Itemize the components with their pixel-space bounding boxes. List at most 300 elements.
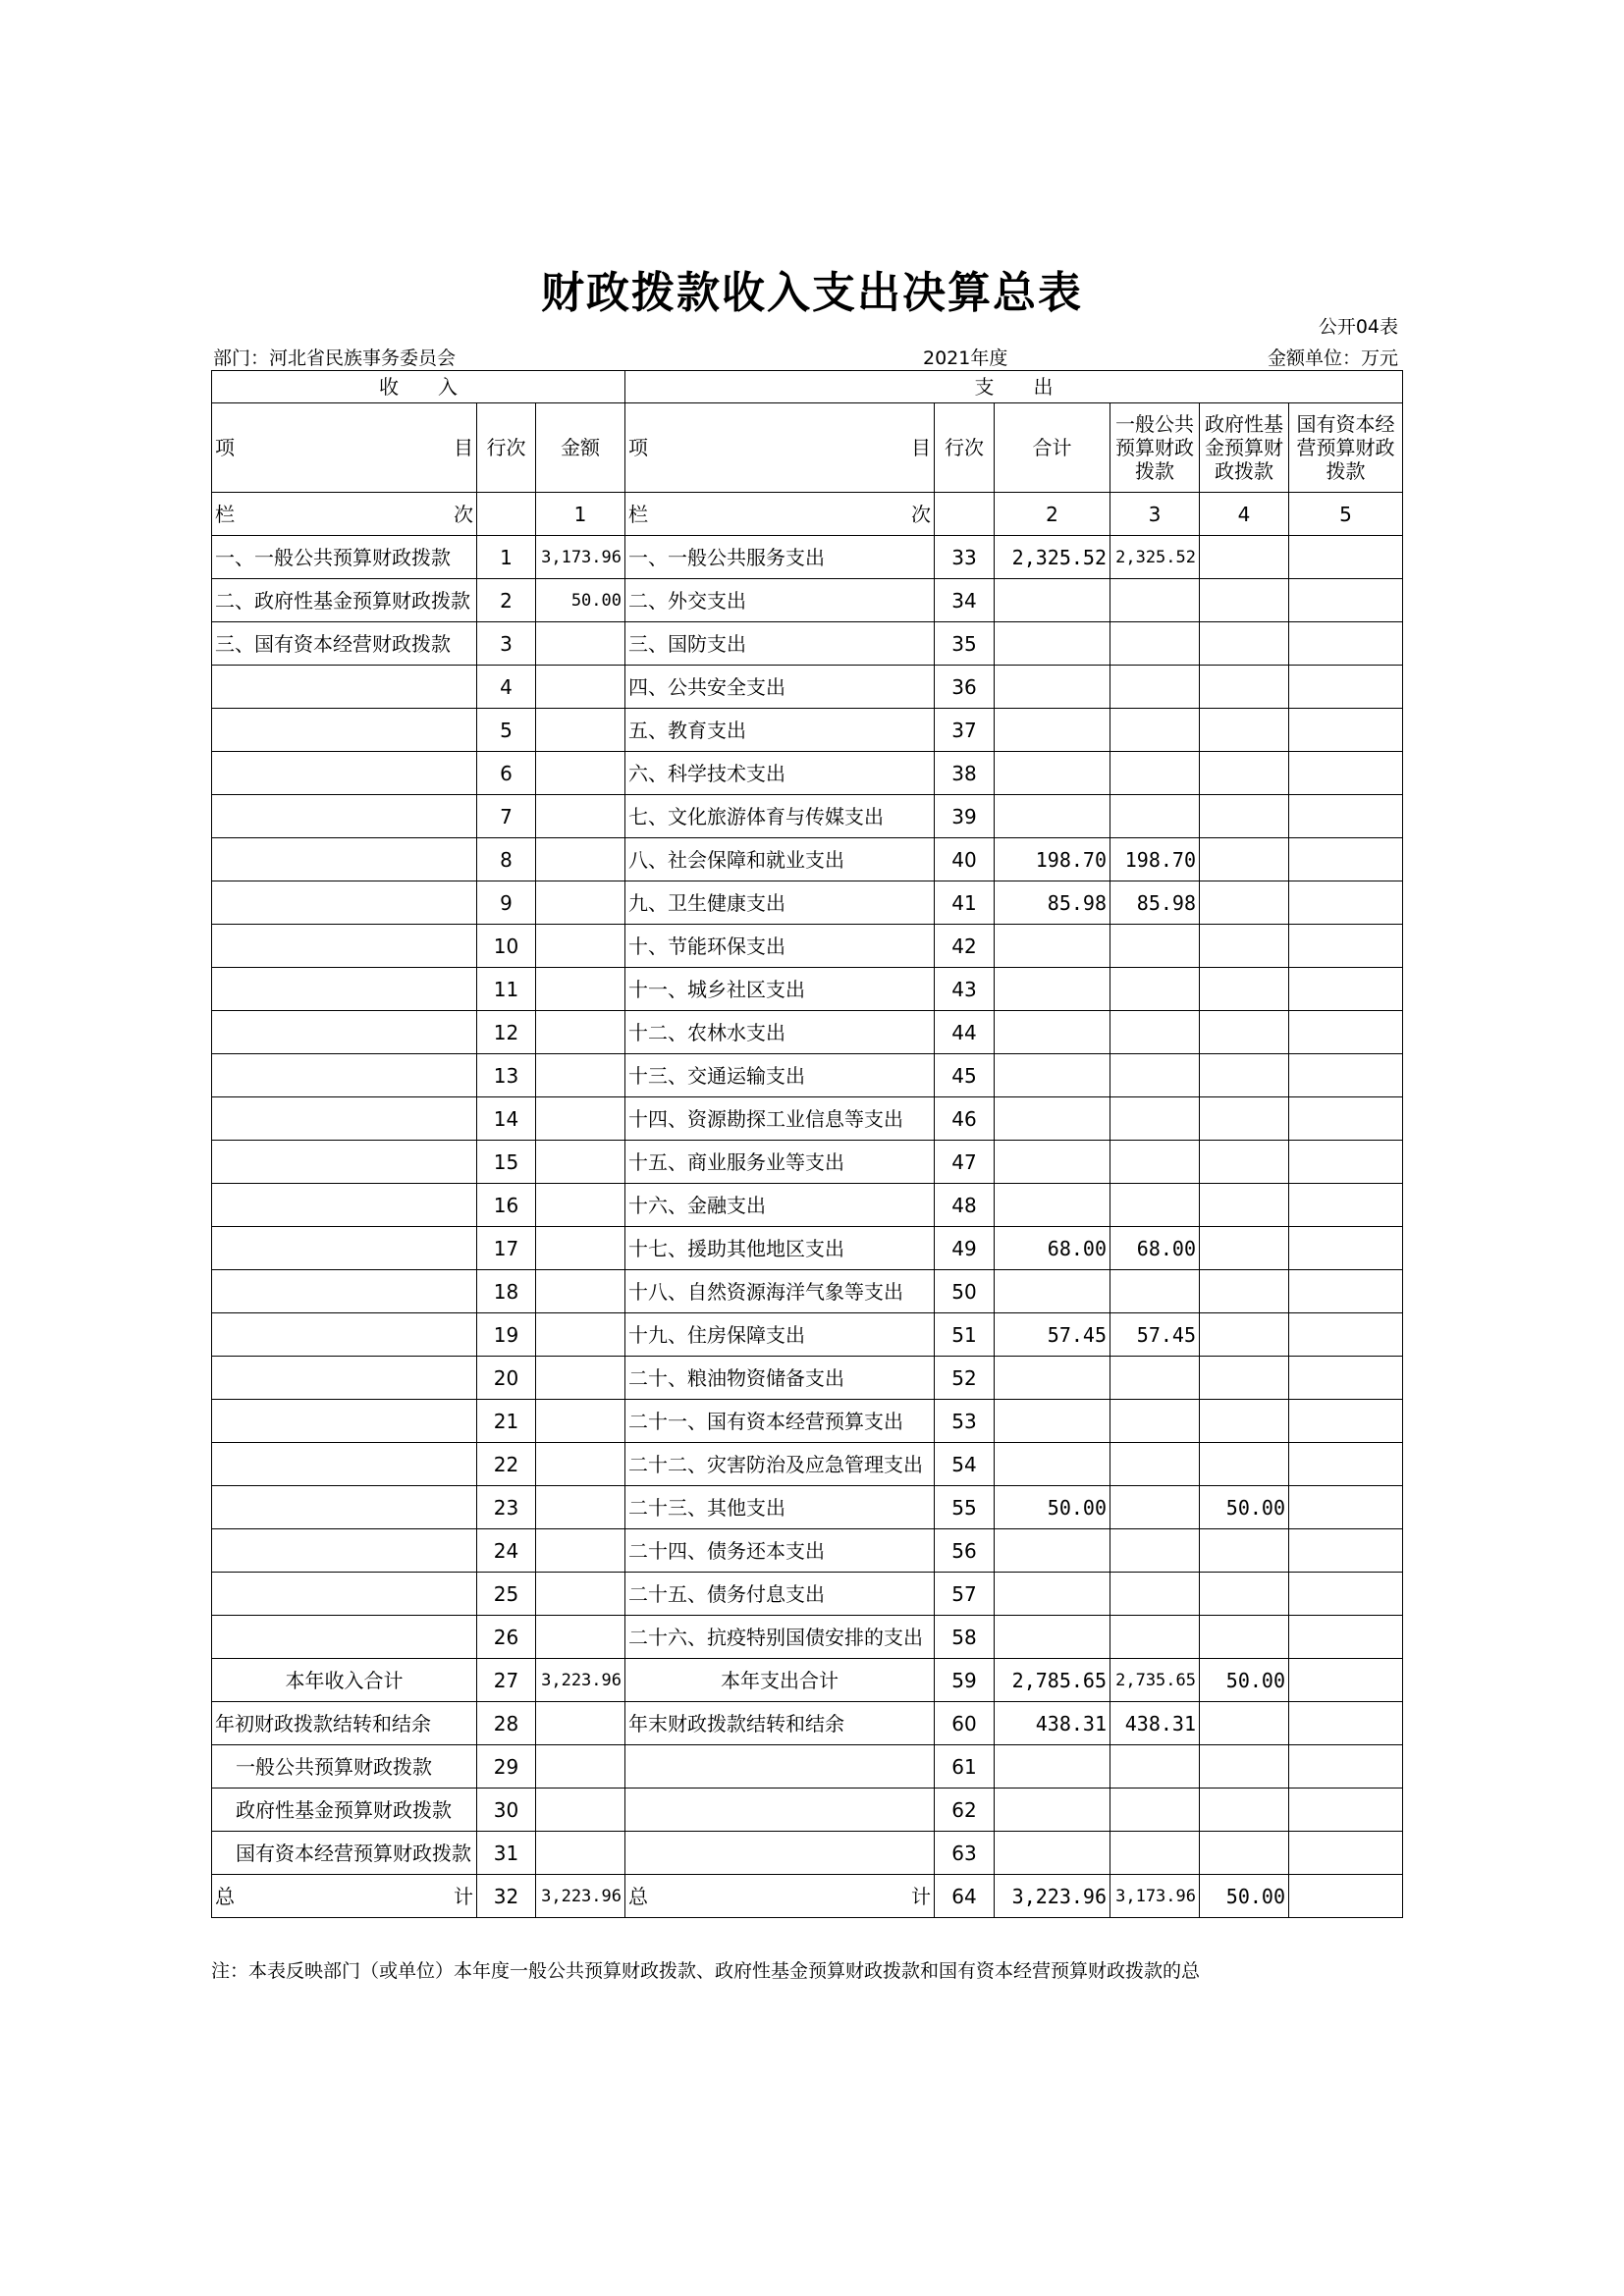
table-row: [212, 795, 1403, 838]
line-number: 55: [935, 1486, 995, 1529]
table-row: [212, 1141, 1403, 1184]
general-budget-amount: [1110, 1573, 1200, 1616]
grand-total-label: 总 计: [212, 1875, 477, 1918]
general-budget-amount: 57.45: [1110, 1313, 1200, 1357]
table-row: [212, 881, 1403, 925]
expense-total: [995, 795, 1110, 838]
line-number: 53: [935, 1400, 995, 1443]
state-capital-amount: [1289, 622, 1403, 666]
expense-total: 85.98: [995, 881, 1110, 925]
income-item: [212, 925, 477, 968]
expense-total: [995, 1270, 1110, 1313]
state-capital-amount: [1289, 1702, 1403, 1745]
table-row: [212, 666, 1403, 709]
line-number: 18: [477, 1270, 536, 1313]
expense-item: 十、节能环保支出: [625, 925, 935, 968]
income-item: [212, 1313, 477, 1357]
gov-fund-amount: [1200, 1529, 1289, 1573]
income-line-header: 行次: [477, 403, 536, 493]
line-number: 21: [477, 1400, 536, 1443]
table-row: [212, 1227, 1403, 1270]
expense-total: [995, 1616, 1110, 1659]
general-budget-amount: [1110, 622, 1200, 666]
line-number: 61: [935, 1745, 995, 1789]
expense-total: [995, 1011, 1110, 1054]
gov-fund-amount: [1200, 795, 1289, 838]
line-number: 39: [935, 795, 995, 838]
income-amount: [536, 1616, 625, 1659]
state-capital-amount: [1289, 968, 1403, 1011]
state-capital-amount: [1289, 1270, 1403, 1313]
line-number: 43: [935, 968, 995, 1011]
gov-fund-amount: [1200, 1011, 1289, 1054]
general-budget-amount: 85.98: [1110, 881, 1200, 925]
line-number: 44: [935, 1011, 995, 1054]
state-capital-amount: [1289, 1141, 1403, 1184]
general-budget-amount: [1110, 1054, 1200, 1097]
gov-fund-amount: [1200, 968, 1289, 1011]
expense-total: [995, 622, 1110, 666]
line-number: 58: [935, 1616, 995, 1659]
gov-fund-amount: [1200, 579, 1289, 622]
income-item: [212, 1529, 477, 1573]
line-number: 15: [477, 1141, 536, 1184]
general-budget-amount: 438.31: [1110, 1702, 1200, 1745]
income-amount: [536, 1313, 625, 1357]
line-number: 54: [935, 1443, 995, 1486]
line-number: 6: [477, 752, 536, 795]
general-budget-amount: [1110, 1357, 1200, 1400]
state-capital-header: 国有资本经营预算财政拨款: [1289, 403, 1403, 493]
table-row: [212, 1443, 1403, 1486]
income-item: [212, 1141, 477, 1184]
expense-total: 2,785.65: [995, 1659, 1110, 1702]
line-number: 47: [935, 1141, 995, 1184]
column-index-label: 栏 次: [625, 493, 935, 536]
expense-item: 三、国防支出: [625, 622, 935, 666]
line-number: 60: [935, 1702, 995, 1745]
state-capital-amount: [1289, 1011, 1403, 1054]
expense-item: 二、外交支出: [625, 579, 935, 622]
general-budget-amount: [1110, 1270, 1200, 1313]
expense-item: 七、文化旅游体育与传媒支出: [625, 795, 935, 838]
table-row: [212, 1054, 1403, 1097]
footnote: 注：本表反映部门（或单位）本年度一般公共预算财政拨款、政府性基金预算财政拨款和国有资本经营预算财政拨款的总: [211, 1960, 1201, 1982]
budget-summary-table: [211, 370, 1403, 1918]
income-amount: [536, 1054, 625, 1097]
column-index-label: 栏 次: [212, 493, 477, 536]
line-number: 50: [935, 1270, 995, 1313]
line-number: 23: [477, 1486, 536, 1529]
expense-total: [995, 1357, 1110, 1400]
expense-item: 二十五、债务付息支出: [625, 1573, 935, 1616]
line-number: 32: [477, 1875, 536, 1918]
expense-total-header: 合计: [995, 403, 1110, 493]
income-item: [212, 1486, 477, 1529]
expense-total: [995, 1054, 1110, 1097]
table-row: [212, 1313, 1403, 1357]
state-capital-amount: [1289, 1486, 1403, 1529]
gov-fund-amount: [1200, 1097, 1289, 1141]
income-amount: [536, 1227, 625, 1270]
income-header: 收 入: [212, 371, 625, 403]
state-capital-amount: [1289, 1443, 1403, 1486]
line-number: 63: [935, 1832, 995, 1875]
table-row: [212, 1270, 1403, 1313]
line-number: 2: [477, 579, 536, 622]
expense-total: [995, 1443, 1110, 1486]
income-item: 三、国有资本经营财政拨款: [212, 622, 477, 666]
state-capital-amount: [1289, 1227, 1403, 1270]
line-number: 7: [477, 795, 536, 838]
state-capital-amount: [1289, 1184, 1403, 1227]
expense-total: [995, 1184, 1110, 1227]
table-row: [212, 1184, 1403, 1227]
expense-item: 二十四、债务还本支出: [625, 1529, 935, 1573]
income-amount: [536, 1573, 625, 1616]
income-amount: [536, 1702, 625, 1745]
expense-item: 二十、粮油物资储备支出: [625, 1357, 935, 1400]
gov-fund-amount: 50.00: [1200, 1875, 1289, 1918]
income-amount: [536, 968, 625, 1011]
line-number: 36: [935, 666, 995, 709]
expense-item: 一、一般公共服务支出: [625, 536, 935, 579]
line-number: 25: [477, 1573, 536, 1616]
line-number: 28: [477, 1702, 536, 1745]
state-capital-amount: [1289, 1313, 1403, 1357]
expense-item: 十五、商业服务业等支出: [625, 1141, 935, 1184]
income-item-header: 项 目: [212, 403, 477, 493]
expense-total: 438.31: [995, 1702, 1110, 1745]
expense-header: 支 出: [625, 371, 1403, 403]
general-budget-amount: 198.70: [1110, 838, 1200, 881]
income-amount: [536, 1789, 625, 1832]
income-item: [212, 1270, 477, 1313]
general-budget-amount: [1110, 579, 1200, 622]
income-amount: [536, 838, 625, 881]
general-budget-amount: [1110, 925, 1200, 968]
table-row: [212, 752, 1403, 795]
expense-item: 五、教育支出: [625, 709, 935, 752]
income-item: [212, 1227, 477, 1270]
expense-item-header: 项 目: [625, 403, 935, 493]
income-item: 二、政府性基金预算财政拨款: [212, 579, 477, 622]
table-row: [212, 1357, 1403, 1400]
expense-item: 九、卫生健康支出: [625, 881, 935, 925]
expense-item: 十九、住房保障支出: [625, 1313, 935, 1357]
page-title: 财政拨款收入支出决算总表: [541, 268, 1083, 318]
sub-state-capital-label: 国有资本经营预算财政拨款: [212, 1832, 477, 1875]
gov-fund-amount: [1200, 1573, 1289, 1616]
column-index: 3: [1110, 493, 1200, 536]
line-number: 11: [477, 968, 536, 1011]
state-capital-amount: [1289, 838, 1403, 881]
income-item: [212, 795, 477, 838]
income-amount: 3,173.96: [536, 536, 625, 579]
department-label: 部门：河北省民族事务委员会: [213, 347, 457, 369]
income-item: [212, 1184, 477, 1227]
table-row: [212, 709, 1403, 752]
expense-total: [995, 1529, 1110, 1573]
sub-general-budget-label: 一般公共预算财政拨款: [212, 1745, 477, 1789]
expense-item: 二十三、其他支出: [625, 1486, 935, 1529]
expense-total: [995, 925, 1110, 968]
line-number: 20: [477, 1357, 536, 1400]
line-number: 48: [935, 1184, 995, 1227]
income-amount: [536, 1011, 625, 1054]
income-amount: [536, 1443, 625, 1486]
table-row: [212, 1097, 1403, 1141]
income-amount: 3,223.96: [536, 1659, 625, 1702]
general-budget-amount: [1110, 1011, 1200, 1054]
income-amount: 50.00: [536, 579, 625, 622]
expense-item: 十八、自然资源海洋气象等支出: [625, 1270, 935, 1313]
gov-fund-amount: [1200, 622, 1289, 666]
line-number: 9: [477, 881, 536, 925]
expense-total: 3,223.96: [995, 1875, 1110, 1918]
line-number: 8: [477, 838, 536, 881]
expense-total: 2,325.52: [995, 536, 1110, 579]
table-row: [212, 622, 1403, 666]
table-row: [212, 925, 1403, 968]
line-number: 52: [935, 1357, 995, 1400]
line-number: 37: [935, 709, 995, 752]
gov-fund-amount: [1200, 1443, 1289, 1486]
expense-total: [995, 752, 1110, 795]
general-budget-amount: [1110, 795, 1200, 838]
line-number: 4: [477, 666, 536, 709]
expense-item: 二十六、抗疫特别国债安排的支出: [625, 1616, 935, 1659]
gov-fund-amount: 50.00: [1200, 1659, 1289, 1702]
expense-item: 十一、城乡社区支出: [625, 968, 935, 1011]
income-item: [212, 666, 477, 709]
income-amount: [536, 925, 625, 968]
line-number: 3: [477, 622, 536, 666]
gov-fund-header: 政府性基金预算财政拨款: [1200, 403, 1289, 493]
general-budget-amount: 2,325.52: [1110, 536, 1200, 579]
general-budget-amount: 2,735.65: [1110, 1659, 1200, 1702]
expense-total: [995, 1097, 1110, 1141]
expense-total: 198.70: [995, 838, 1110, 881]
gov-fund-amount: [1200, 1400, 1289, 1443]
expense-item: 二十二、灾害防治及应急管理支出: [625, 1443, 935, 1486]
gov-fund-amount: 50.00: [1200, 1486, 1289, 1529]
grand-total-label: 总 计: [625, 1875, 935, 1918]
column-index: 4: [1200, 493, 1289, 536]
income-amount: [536, 795, 625, 838]
general-budget-amount: [1110, 709, 1200, 752]
general-budget-header: 一般公共预算财政拨款: [1110, 403, 1200, 493]
line-number: 34: [935, 579, 995, 622]
income-amount: [536, 1529, 625, 1573]
state-capital-amount: [1289, 1529, 1403, 1573]
state-capital-amount: [1289, 709, 1403, 752]
table-row: [212, 1400, 1403, 1443]
income-item: [212, 1097, 477, 1141]
general-budget-amount: 68.00: [1110, 1227, 1200, 1270]
state-capital-amount: [1289, 1875, 1403, 1918]
income-amount: [536, 1486, 625, 1529]
line-number: 64: [935, 1875, 995, 1918]
line-number: 62: [935, 1789, 995, 1832]
income-amount: [536, 1357, 625, 1400]
state-capital-amount: [1289, 1573, 1403, 1616]
table-row: [212, 1616, 1403, 1659]
line-number: 16: [477, 1184, 536, 1227]
income-amount: [536, 1400, 625, 1443]
income-amount: [536, 666, 625, 709]
gov-fund-amount: [1200, 1227, 1289, 1270]
income-amount: [536, 622, 625, 666]
gov-fund-amount: [1200, 1184, 1289, 1227]
expense-total: [995, 579, 1110, 622]
line-number: 10: [477, 925, 536, 968]
general-budget-amount: [1110, 1529, 1200, 1573]
general-budget-amount: [1110, 1486, 1200, 1529]
gov-fund-amount: [1200, 925, 1289, 968]
line-number: 56: [935, 1529, 995, 1573]
line-number: 38: [935, 752, 995, 795]
expense-total: [995, 1400, 1110, 1443]
line-number: 24: [477, 1529, 536, 1573]
gov-fund-amount: [1200, 666, 1289, 709]
general-budget-amount: [1110, 1400, 1200, 1443]
gov-fund-amount: [1200, 1616, 1289, 1659]
gov-fund-amount: [1200, 1054, 1289, 1097]
line-number: 59: [935, 1659, 995, 1702]
income-amount: [536, 1184, 625, 1227]
line-number: 30: [477, 1789, 536, 1832]
income-item: 一、一般公共预算财政拨款: [212, 536, 477, 579]
line-number: 35: [935, 622, 995, 666]
expense-item: 二十一、国有资本经营预算支出: [625, 1400, 935, 1443]
state-capital-amount: [1289, 925, 1403, 968]
expense-item: 六、科学技术支出: [625, 752, 935, 795]
state-capital-amount: [1289, 752, 1403, 795]
state-capital-amount: [1289, 881, 1403, 925]
state-capital-amount: [1289, 1054, 1403, 1097]
income-amount: [536, 1097, 625, 1141]
income-amount: [536, 1745, 625, 1789]
expense-total: [995, 1573, 1110, 1616]
line-number: 5: [477, 709, 536, 752]
state-capital-amount: [1289, 1097, 1403, 1141]
line-number: 27: [477, 1659, 536, 1702]
line-number: 46: [935, 1097, 995, 1141]
general-budget-amount: [1110, 666, 1200, 709]
general-budget-amount: [1110, 1141, 1200, 1184]
gov-fund-amount: [1200, 709, 1289, 752]
table-row: [212, 536, 1403, 579]
line-number: 41: [935, 881, 995, 925]
line-number: 12: [477, 1011, 536, 1054]
income-item: [212, 1011, 477, 1054]
table-row: [212, 1486, 1403, 1529]
table-row: [212, 1573, 1403, 1616]
state-capital-amount: [1289, 1659, 1403, 1702]
year-income-label: 本年收入合计: [212, 1659, 477, 1702]
gov-fund-amount: [1200, 1357, 1289, 1400]
table-row: [212, 1529, 1403, 1573]
line-number: 22: [477, 1443, 536, 1486]
expense-item: 十七、援助其他地区支出: [625, 1227, 935, 1270]
line-number: 31: [477, 1832, 536, 1875]
state-capital-amount: [1289, 579, 1403, 622]
table-row: [212, 1011, 1403, 1054]
general-budget-amount: [1110, 1184, 1200, 1227]
income-item: [212, 968, 477, 1011]
income-amount: [536, 1832, 625, 1875]
gov-fund-amount: [1200, 1141, 1289, 1184]
general-budget-amount: [1110, 968, 1200, 1011]
line-number: 42: [935, 925, 995, 968]
line-number: 29: [477, 1745, 536, 1789]
expense-total: 68.00: [995, 1227, 1110, 1270]
line-number: 26: [477, 1616, 536, 1659]
income-item: [212, 1400, 477, 1443]
income-item: [212, 709, 477, 752]
income-item: [212, 1573, 477, 1616]
general-budget-amount: [1110, 1443, 1200, 1486]
general-budget-amount: [1110, 1616, 1200, 1659]
column-index: 5: [1289, 493, 1403, 536]
income-item: [212, 881, 477, 925]
column-index: 2: [995, 493, 1110, 536]
gov-fund-amount: [1200, 1313, 1289, 1357]
expense-item: 八、社会保障和就业支出: [625, 838, 935, 881]
general-budget-amount: 3,173.96: [1110, 1875, 1200, 1918]
year-expense-label: 本年支出合计: [625, 1659, 935, 1702]
gov-fund-amount: [1200, 1270, 1289, 1313]
expense-item: 十六、金融支出: [625, 1184, 935, 1227]
expense-total: [995, 1141, 1110, 1184]
fiscal-year: 2021年度: [923, 347, 1008, 369]
state-capital-amount: [1289, 1357, 1403, 1400]
expense-item: 十二、农林水支出: [625, 1011, 935, 1054]
gov-fund-amount: [1200, 1702, 1289, 1745]
line-number: 45: [935, 1054, 995, 1097]
line-number: 17: [477, 1227, 536, 1270]
income-amount: [536, 1141, 625, 1184]
column-index: 1: [536, 493, 625, 536]
line-number: 1: [477, 536, 536, 579]
gov-fund-amount: [1200, 881, 1289, 925]
currency-unit: 金额单位：万元: [1267, 347, 1398, 369]
state-capital-amount: [1289, 1400, 1403, 1443]
income-item: [212, 1357, 477, 1400]
state-capital-amount: [1289, 536, 1403, 579]
general-budget-amount: [1110, 752, 1200, 795]
income-amount: [536, 709, 625, 752]
state-capital-amount: [1289, 795, 1403, 838]
line-number: 40: [935, 838, 995, 881]
gov-fund-amount: [1200, 752, 1289, 795]
gov-fund-amount: [1200, 838, 1289, 881]
line-number: 33: [935, 536, 995, 579]
expense-item: 四、公共安全支出: [625, 666, 935, 709]
expense-total: [995, 968, 1110, 1011]
income-item: [212, 1616, 477, 1659]
table-row: [212, 838, 1403, 881]
line-number: 13: [477, 1054, 536, 1097]
general-budget-amount: [1110, 1097, 1200, 1141]
sub-gov-fund-label: 政府性基金预算财政拨款: [212, 1789, 477, 1832]
income-item: [212, 838, 477, 881]
line-number: 14: [477, 1097, 536, 1141]
income-amount: [536, 1270, 625, 1313]
income-item: [212, 1443, 477, 1486]
expense-total: [995, 666, 1110, 709]
